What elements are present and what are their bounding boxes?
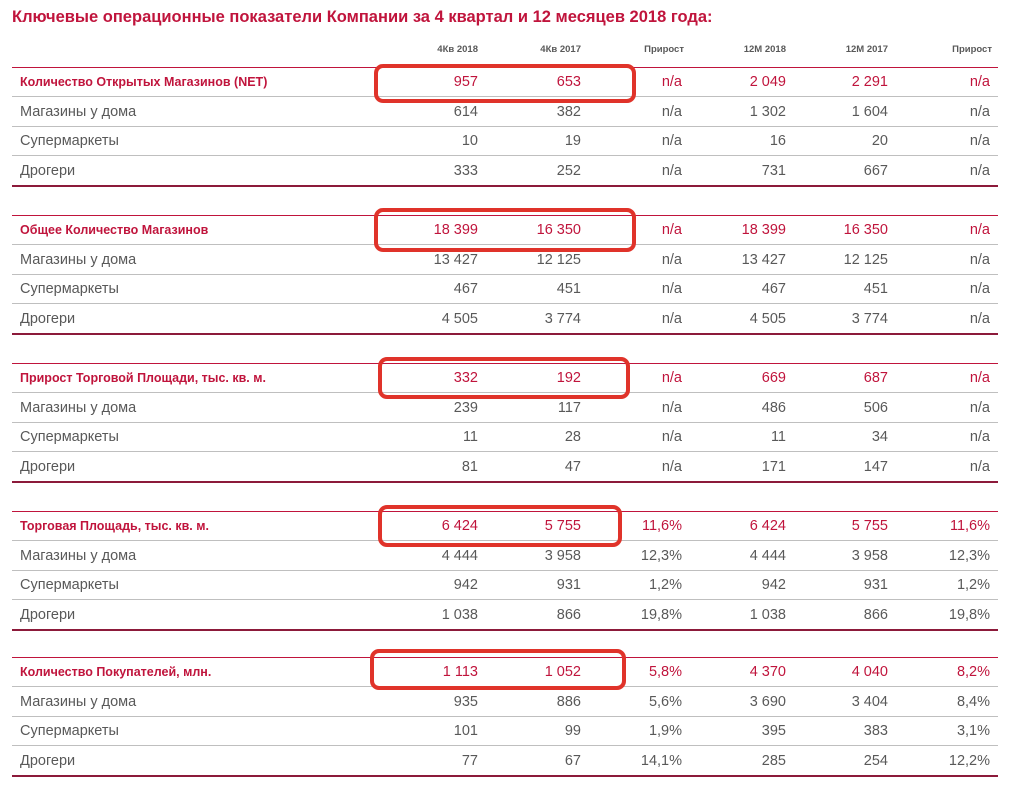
cell-12m-2018: 3 690 xyxy=(749,693,786,710)
cell-growth-12m: n/a xyxy=(969,251,990,268)
cell-q4-2017: 886 xyxy=(556,693,581,710)
cell-12m-2018: 11 xyxy=(770,429,786,445)
cell-growth-12m: 3,1% xyxy=(956,723,990,739)
col-header-12m-2018: 12М 2018 xyxy=(743,44,786,55)
row-label: Супермаркеты xyxy=(20,723,119,739)
cell-12m-2017: 12 125 xyxy=(843,251,888,268)
cell-growth-12m: n/a xyxy=(969,429,990,445)
cell-q4-2017: 19 xyxy=(564,133,581,149)
cell-q4-2018: 614 xyxy=(453,103,478,120)
row-divider xyxy=(12,185,998,187)
cell-growth-q4: n/a xyxy=(661,74,682,90)
cell-12m-2017: 16 350 xyxy=(843,222,888,238)
table-row xyxy=(12,98,998,127)
cell-growth-12m: 8,4% xyxy=(956,693,990,710)
cell-12m-2018: 4 444 xyxy=(749,547,786,564)
table-row-header-metric xyxy=(12,658,998,687)
cell-growth-12m: n/a xyxy=(969,458,990,475)
cell-growth-12m: n/a xyxy=(969,133,990,149)
table-row xyxy=(12,571,998,600)
cell-growth-q4: 5,8% xyxy=(648,664,682,680)
kpi-section xyxy=(12,511,998,631)
col-header-q4-2018: 4Кв 2018 xyxy=(437,44,478,55)
cell-12m-2018: 6 424 xyxy=(749,518,786,534)
cell-growth-q4: n/a xyxy=(661,429,682,445)
row-divider xyxy=(12,333,998,335)
cell-growth-12m: 1,2% xyxy=(956,577,990,593)
cell-q4-2017: 47 xyxy=(564,458,581,475)
cell-12m-2018: 486 xyxy=(761,399,786,416)
cell-12m-2018: 395 xyxy=(761,723,786,739)
cell-12m-2017: 20 xyxy=(871,133,888,149)
cell-growth-q4: n/a xyxy=(661,399,682,416)
row-label: Магазины у дома xyxy=(20,399,137,416)
cell-12m-2018: 669 xyxy=(761,370,786,386)
cell-growth-12m: n/a xyxy=(969,222,990,238)
cell-growth-q4: 5,6% xyxy=(648,693,682,710)
cell-growth-q4: n/a xyxy=(661,103,682,120)
cell-12m-2017: 147 xyxy=(863,458,888,475)
col-header-growth-12m: Прирост xyxy=(952,44,992,55)
cell-q4-2017: 931 xyxy=(556,577,581,593)
cell-12m-2017: 3 774 xyxy=(851,310,888,327)
cell-growth-q4: 12,3% xyxy=(640,547,682,564)
kpi-section xyxy=(12,657,998,777)
cell-growth-12m: 12,2% xyxy=(948,752,990,769)
cell-growth-12m: n/a xyxy=(969,281,990,297)
table-row-header-metric xyxy=(12,68,998,97)
cell-growth-q4: n/a xyxy=(661,133,682,149)
cell-growth-q4: n/a xyxy=(661,251,682,268)
cell-q4-2017: 866 xyxy=(556,606,581,623)
cell-growth-12m: 19,8% xyxy=(948,606,990,623)
cell-12m-2017: 34 xyxy=(871,429,888,445)
cell-12m-2018: 18 399 xyxy=(741,222,786,238)
cell-12m-2017: 1 604 xyxy=(851,103,888,120)
cell-q4-2018: 333 xyxy=(453,162,478,179)
cell-12m-2018: 2 049 xyxy=(749,74,786,90)
cell-growth-12m: n/a xyxy=(969,399,990,416)
cell-growth-q4: 19,8% xyxy=(640,606,682,623)
cell-growth-q4: n/a xyxy=(661,281,682,297)
cell-q4-2017: 382 xyxy=(556,103,581,120)
cell-q4-2018: 81 xyxy=(461,458,478,475)
table-row-header-metric xyxy=(12,364,998,393)
cell-growth-12m: n/a xyxy=(969,310,990,327)
cell-q4-2017: 252 xyxy=(556,162,581,179)
cell-12m-2018: 731 xyxy=(761,162,786,179)
table-row xyxy=(12,601,998,630)
cell-q4-2018: 1 038 xyxy=(441,606,478,623)
table-row xyxy=(12,394,998,423)
cell-growth-q4: n/a xyxy=(661,310,682,327)
cell-12m-2017: 687 xyxy=(863,370,888,386)
row-label: Супермаркеты xyxy=(20,133,119,149)
cell-q4-2017: 12 125 xyxy=(536,251,581,268)
table-row xyxy=(12,688,998,717)
cell-q4-2018: 1 113 xyxy=(442,664,478,680)
col-header-12m-2017: 12М 2017 xyxy=(845,44,888,55)
cell-growth-q4: 1,9% xyxy=(648,723,682,739)
row-label: Общее Количество Магазинов xyxy=(20,223,209,237)
cell-q4-2018: 10 xyxy=(461,133,478,149)
cell-12m-2018: 13 427 xyxy=(741,251,786,268)
row-label: Торговая Площадь, тыс. кв. м. xyxy=(20,519,209,533)
row-label: Магазины у дома xyxy=(20,547,137,564)
cell-q4-2018: 4 444 xyxy=(441,547,478,564)
cell-growth-q4: n/a xyxy=(661,458,682,475)
cell-12m-2017: 451 xyxy=(863,281,888,297)
cell-growth-q4: n/a xyxy=(661,222,682,238)
cell-q4-2017: 117 xyxy=(557,399,581,416)
cell-q4-2017: 28 xyxy=(564,429,581,445)
cell-q4-2017: 3 774 xyxy=(544,310,581,327)
cell-growth-12m: n/a xyxy=(969,103,990,120)
cell-q4-2018: 239 xyxy=(453,399,478,416)
cell-12m-2017: 866 xyxy=(863,606,888,623)
cell-growth-12m: n/a xyxy=(969,162,990,179)
cell-q4-2018: 4 505 xyxy=(441,310,478,327)
kpi-section xyxy=(12,67,998,187)
kpi-section xyxy=(12,363,998,483)
row-label: Дрогери xyxy=(20,458,76,475)
row-divider xyxy=(12,775,998,777)
table-row xyxy=(12,423,998,452)
cell-q4-2017: 192 xyxy=(556,370,581,386)
table-row xyxy=(12,717,998,746)
cell-growth-q4: 1,2% xyxy=(648,577,682,593)
row-label: Дрогери xyxy=(20,752,76,769)
cell-q4-2018: 957 xyxy=(453,74,478,90)
kpi-section xyxy=(12,215,998,335)
cell-12m-2018: 285 xyxy=(761,752,786,769)
row-label: Магазины у дома xyxy=(20,103,137,120)
row-label: Супермаркеты xyxy=(20,429,119,445)
cell-12m-2018: 16 xyxy=(769,133,786,149)
cell-q4-2017: 99 xyxy=(564,723,581,739)
cell-12m-2018: 4 505 xyxy=(749,310,786,327)
cell-growth-12m: n/a xyxy=(969,74,990,90)
cell-q4-2018: 77 xyxy=(461,752,478,769)
cell-q4-2018: 935 xyxy=(453,693,478,710)
cell-q4-2017: 3 958 xyxy=(544,547,581,564)
cell-12m-2018: 171 xyxy=(761,458,786,475)
cell-q4-2017: 1 052 xyxy=(544,664,581,680)
col-header-q4-2017: 4Кв 2017 xyxy=(540,44,581,55)
cell-growth-q4: 14,1% xyxy=(640,752,682,769)
cell-growth-12m: 11,6% xyxy=(949,518,990,534)
column-headers xyxy=(0,44,1024,58)
table-row xyxy=(12,542,998,571)
cell-q4-2018: 11 xyxy=(462,429,478,445)
cell-12m-2018: 1 302 xyxy=(749,103,786,120)
cell-q4-2018: 332 xyxy=(453,370,478,386)
cell-12m-2018: 467 xyxy=(761,281,786,297)
cell-q4-2017: 5 755 xyxy=(544,518,581,534)
cell-q4-2018: 942 xyxy=(453,577,478,593)
cell-growth-q4: n/a xyxy=(661,162,682,179)
table-row xyxy=(12,453,998,482)
table-row xyxy=(12,305,998,334)
cell-12m-2017: 383 xyxy=(863,723,888,739)
cell-growth-12m: 8,2% xyxy=(956,664,990,680)
table-row-header-metric xyxy=(12,512,998,541)
cell-12m-2018: 942 xyxy=(761,577,786,593)
cell-q4-2018: 18 399 xyxy=(433,222,478,238)
row-label: Супермаркеты xyxy=(20,281,119,297)
table-row xyxy=(12,246,998,275)
row-label: Количество Открытых Магазинов (NET) xyxy=(20,75,268,89)
table-row xyxy=(12,127,998,156)
cell-12m-2018: 1 038 xyxy=(749,606,786,623)
cell-growth-12m: n/a xyxy=(969,370,990,386)
cell-q4-2018: 13 427 xyxy=(433,251,478,268)
col-header-growth-q4: Прирост xyxy=(644,44,684,55)
cell-q4-2018: 101 xyxy=(453,723,478,739)
cell-q4-2017: 451 xyxy=(556,281,581,297)
cell-q4-2017: 67 xyxy=(564,752,581,769)
cell-12m-2017: 3 958 xyxy=(851,547,888,564)
cell-12m-2017: 2 291 xyxy=(851,74,888,90)
cell-12m-2017: 667 xyxy=(863,162,888,179)
cell-12m-2017: 931 xyxy=(863,577,888,593)
cell-12m-2017: 3 404 xyxy=(851,693,888,710)
cell-12m-2017: 4 040 xyxy=(851,664,888,680)
cell-growth-q4: n/a xyxy=(661,370,682,386)
cell-12m-2017: 5 755 xyxy=(851,518,888,534)
row-divider xyxy=(12,481,998,483)
row-label: Супермаркеты xyxy=(20,577,119,593)
table-row xyxy=(12,275,998,304)
row-divider xyxy=(12,629,998,631)
row-label: Дрогери xyxy=(20,162,76,179)
row-label: Магазины у дома xyxy=(20,693,137,710)
cell-q4-2018: 467 xyxy=(453,281,478,297)
table-row xyxy=(12,157,998,186)
cell-q4-2017: 16 350 xyxy=(536,222,581,238)
table-row xyxy=(12,747,998,776)
cell-growth-q4: 11,6% xyxy=(641,518,682,534)
row-label: Магазины у дома xyxy=(20,251,137,268)
cell-q4-2017: 653 xyxy=(556,74,581,90)
row-label: Количество Покупателей, млн. xyxy=(20,665,212,679)
cell-12m-2017: 254 xyxy=(863,752,888,769)
table-row-header-metric xyxy=(12,216,998,245)
row-label: Дрогери xyxy=(20,310,76,327)
row-label: Дрогери xyxy=(20,606,76,623)
cell-q4-2018: 6 424 xyxy=(441,518,478,534)
row-label: Прирост Торговой Площади, тыс. кв. м. xyxy=(20,371,266,385)
cell-growth-12m: 12,3% xyxy=(948,547,990,564)
page-title: Ключевые операционные показатели Компании за 4 квартал и 12 месяцев 2018 года: xyxy=(12,8,713,26)
cell-12m-2018: 4 370 xyxy=(749,664,786,680)
cell-12m-2017: 506 xyxy=(863,399,888,416)
